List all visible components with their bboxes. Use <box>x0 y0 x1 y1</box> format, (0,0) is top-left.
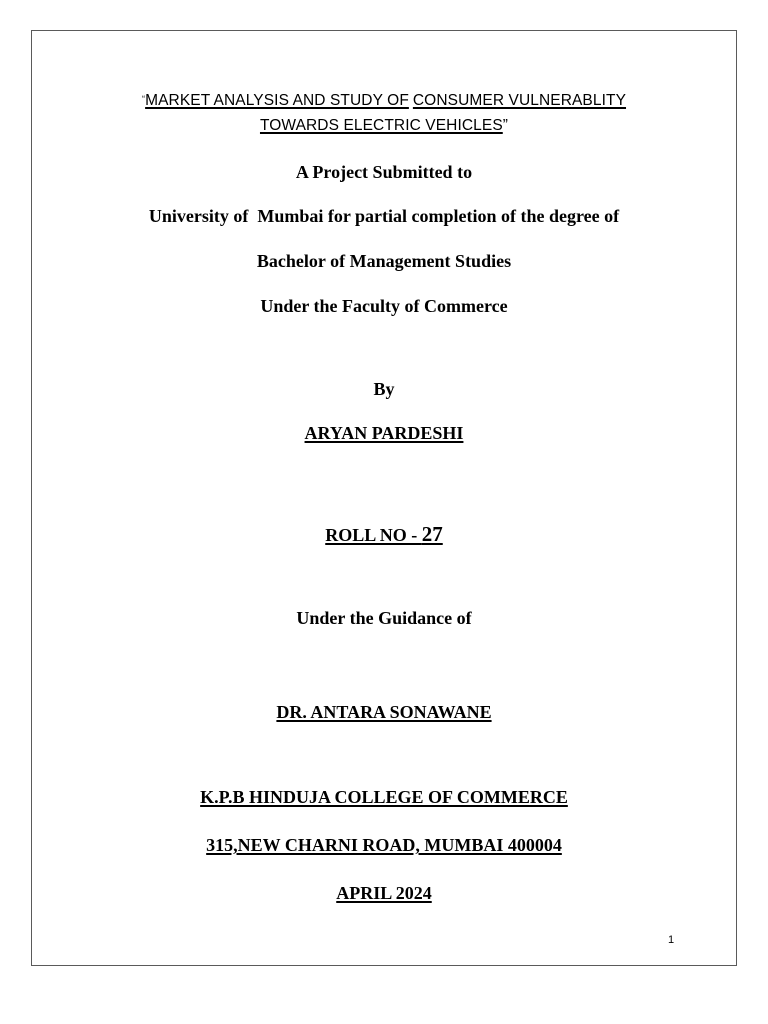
author-name <box>0 423 768 444</box>
title-part-1: MARKET ANALYSIS AND STUDY OF <box>145 92 409 109</box>
title-close-quote: ” <box>502 117 509 134</box>
degree-text: Bachelor of Management Studies <box>256 251 512 271</box>
university-text: University of Mumbai for partial completion of the degree of <box>148 206 620 226</box>
college-address-text: 315,NEW CHARNI ROAD, MUMBAI 400004 <box>206 835 562 855</box>
college-name-text: K.P.B HINDUJA COLLEGE OF COMMERCE <box>200 787 568 807</box>
author-name-text: ARYAN PARDESHI <box>304 423 464 443</box>
college-address <box>0 835 768 856</box>
title-open-quote: “ <box>141 94 146 104</box>
submission-date-text: APRIL 2024 <box>336 883 432 903</box>
page-number: 1 <box>668 934 675 946</box>
title-line-2 <box>0 117 768 135</box>
college-name <box>0 787 768 808</box>
faculty-text: Under the Faculty of Commerce <box>260 296 508 316</box>
guide-name <box>0 702 768 723</box>
guidance-label: Under the Guidance of <box>296 608 472 628</box>
submitted-to-text: A Project Submitted to <box>295 162 473 182</box>
by-label: By <box>373 379 395 399</box>
roll-value: 27 <box>421 522 443 546</box>
guide-name-text: DR. ANTARA SONAWANE <box>276 702 492 722</box>
roll-label: ROLL NO - <box>325 525 422 545</box>
title-part-3: TOWARDS ELECTRIC VEHICLES <box>259 117 503 134</box>
roll-number <box>0 522 768 547</box>
title-part-2: CONSUMER VULNERABLITY <box>412 92 627 109</box>
title-line-1 <box>0 92 768 110</box>
submission-date <box>0 883 768 904</box>
